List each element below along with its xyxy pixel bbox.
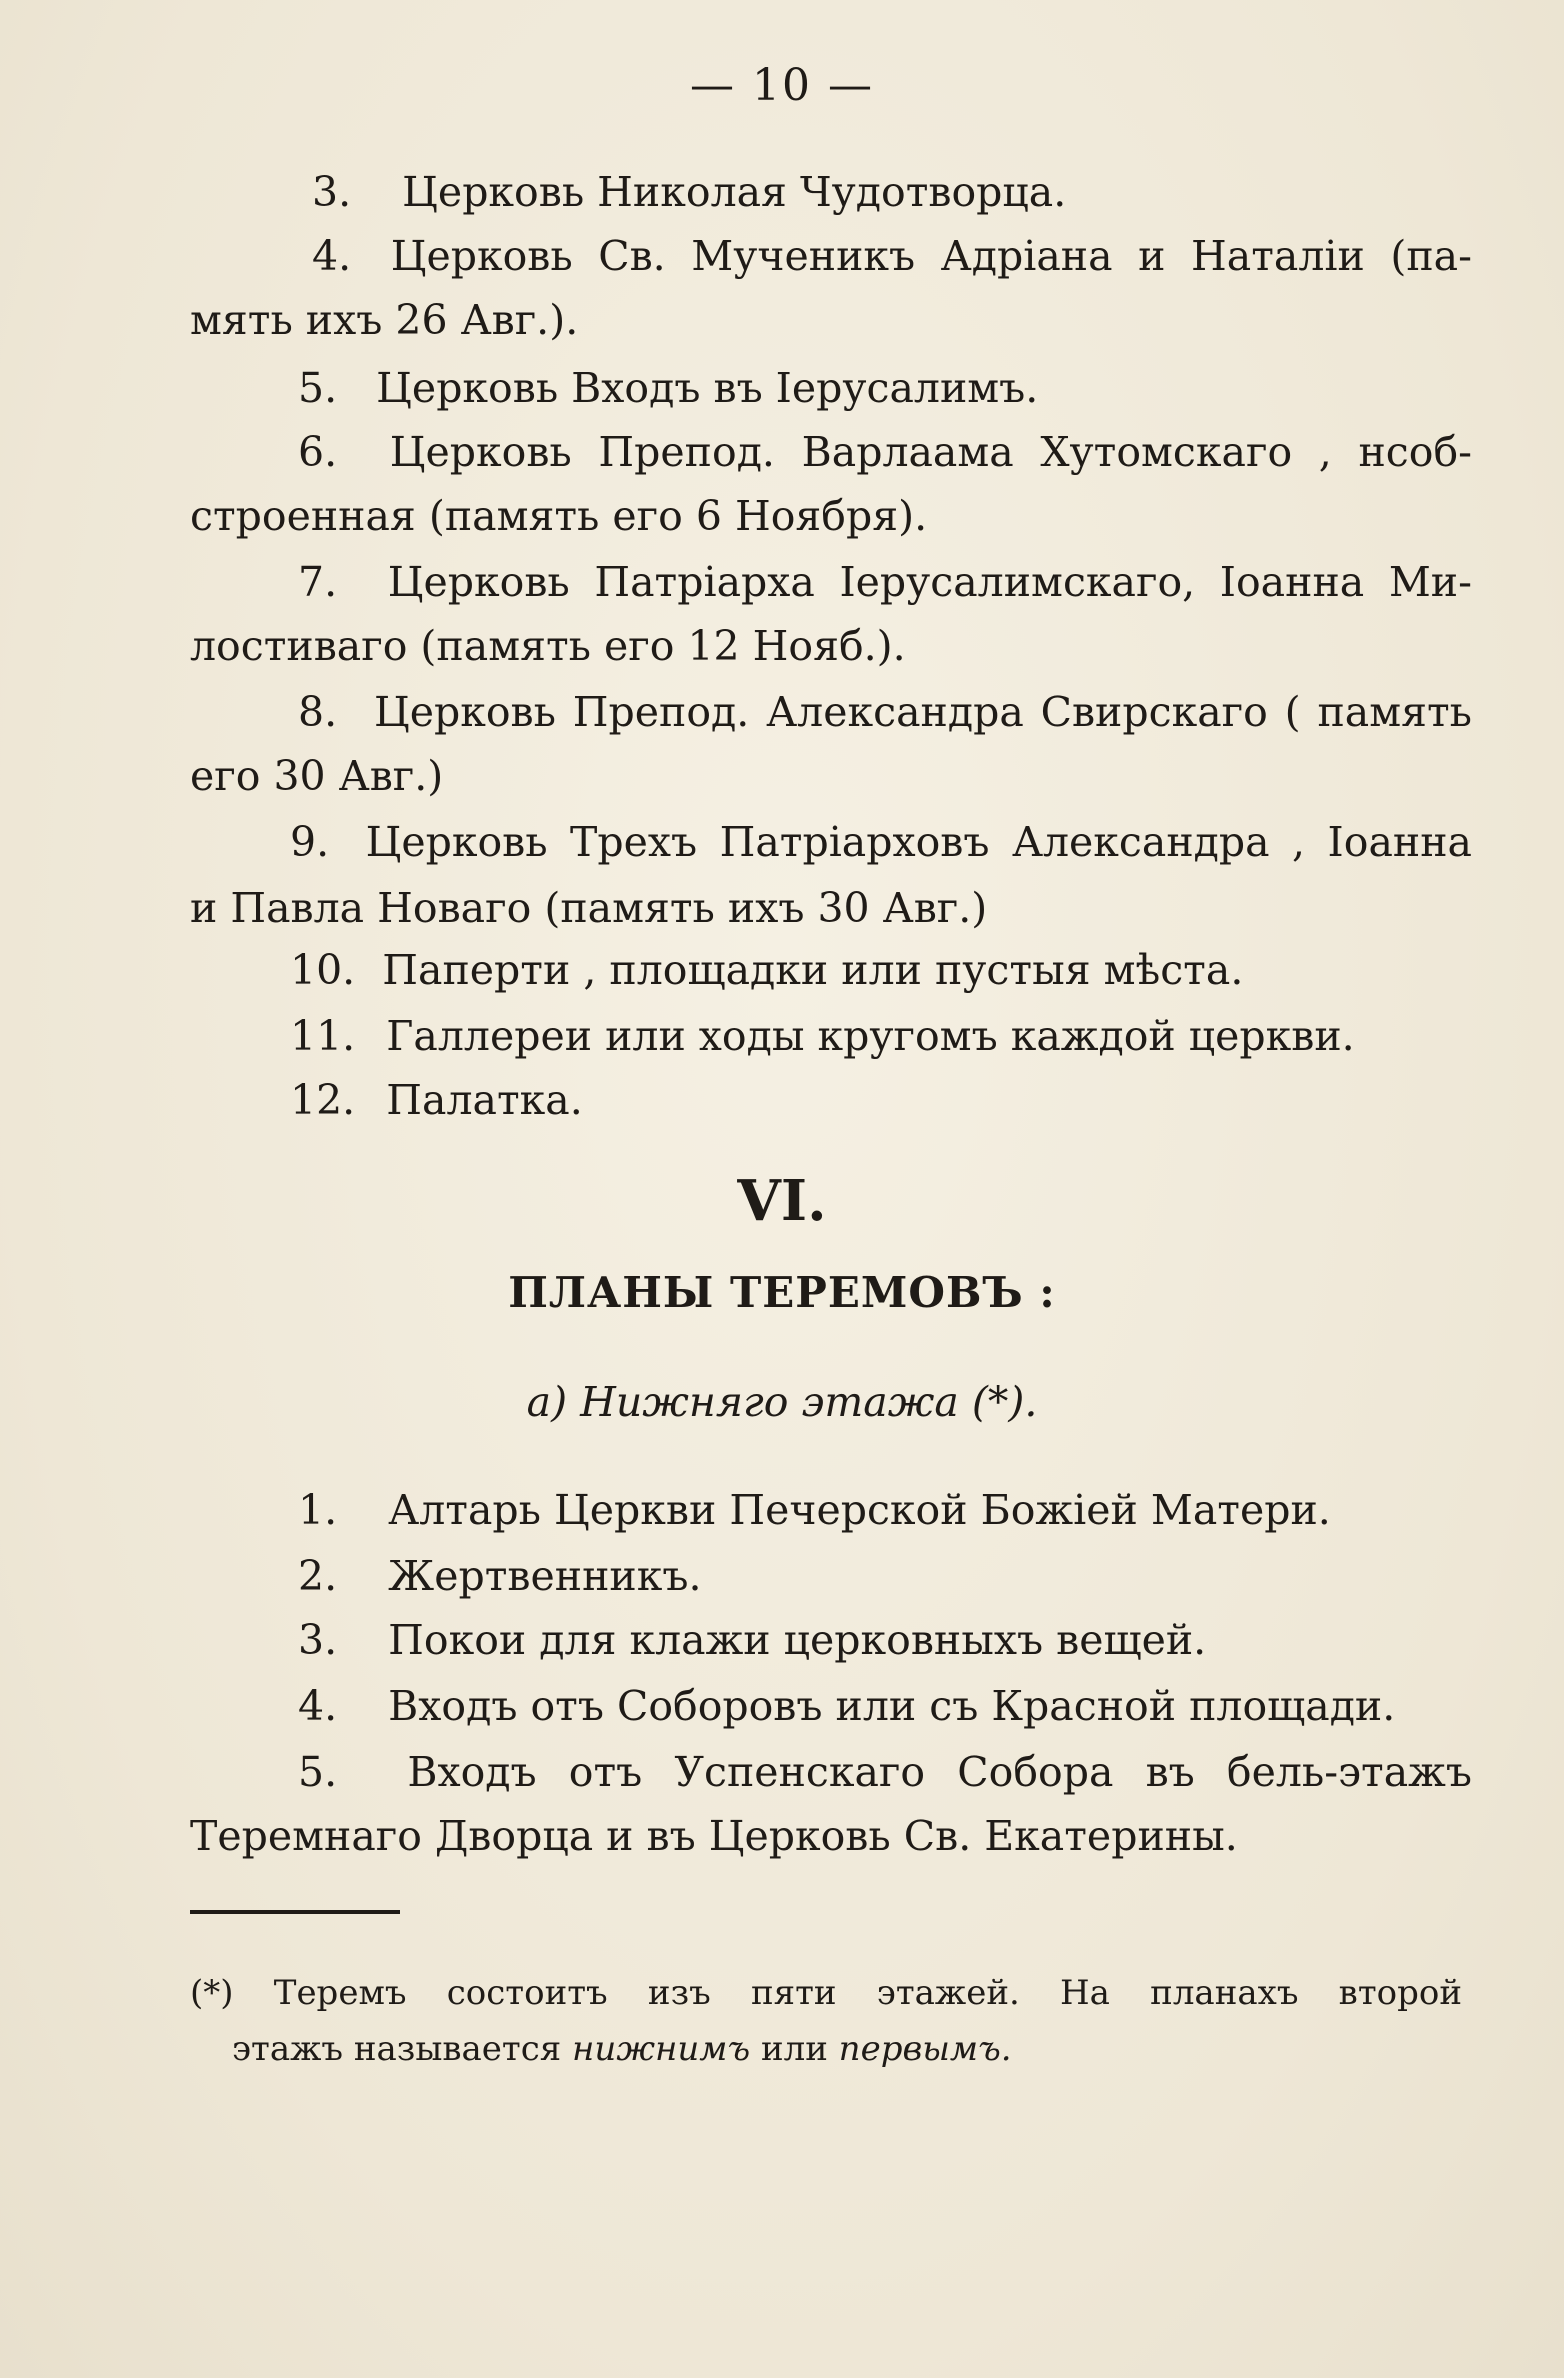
section-number: VI.	[737, 1168, 827, 1234]
list-item	[312, 168, 1067, 216]
footnote-text: или	[760, 2029, 828, 2069]
item-text: Входъ отъ Успенскаго Собора въ бель-этажъ	[407, 1748, 1472, 1796]
list-item	[298, 1486, 1331, 1534]
footnote-text: этажъ называется	[232, 2029, 562, 2069]
item-number: 9.	[290, 818, 330, 866]
item-continuation: лостиваго (память его 12 Нояб.).	[190, 622, 906, 670]
item-text: Галлереи или ходы кругомъ каждой церкви.	[386, 1012, 1355, 1060]
list-item	[298, 1552, 702, 1600]
item-text: Паперти , площадки или пустыя мѣста.	[382, 946, 1244, 994]
item-number: 4.	[298, 1682, 338, 1730]
list-item	[298, 1682, 1396, 1730]
item-number: 3.	[312, 168, 352, 216]
item-text: Входъ отъ Соборовъ или съ Красной площади.	[388, 1682, 1396, 1730]
item-text: Покои для клажи церковныхъ вещей.	[388, 1616, 1207, 1664]
item-number: 6.	[298, 428, 338, 476]
list-item	[298, 364, 1039, 412]
item-text: Алтарь Церкви Печерской Божіей Матери.	[388, 1486, 1331, 1534]
item-text: Церковь Входъ въ Іерусалимъ.	[376, 364, 1039, 412]
footnote-separator	[190, 1910, 400, 1914]
list-item	[298, 1748, 1472, 1796]
item-number: 4.	[312, 232, 352, 280]
list-item	[298, 1616, 1207, 1664]
footnote-line: (*) Теремъ состоитъ изъ пяти этажей. На планахъ второй	[190, 1973, 1462, 2013]
item-number: 10.	[290, 946, 356, 994]
item-number: 7.	[298, 558, 338, 606]
item-number: 5.	[298, 1748, 338, 1796]
list-item	[298, 428, 1472, 476]
footnote-line	[232, 2029, 1012, 2069]
item-text: Церковь Патріарха Іерусалимскаго, Іоанна Ми-	[387, 558, 1472, 606]
item-number: 8.	[298, 688, 338, 736]
item-continuation: Теремнаго Дворца и въ Церковь Св. Екатерины.	[190, 1812, 1238, 1860]
item-number: 5.	[298, 364, 338, 412]
item-number: 12.	[290, 1076, 356, 1124]
item-continuation: его 30 Авг.)	[190, 752, 444, 800]
item-text: Церковь Николая Чудотворца.	[402, 168, 1067, 216]
footnote-emphasis: нижнимъ	[572, 2029, 751, 2069]
section-title: ПЛАНЫ ТЕРЕМОВЪ :	[508, 1268, 1056, 1317]
subsection-title: а) Нижняго этажа (*).	[526, 1378, 1038, 1426]
item-number: 3.	[298, 1616, 338, 1664]
item-continuation: и Павла Новаго (память ихъ 30 Авг.)	[190, 884, 988, 932]
item-text: Жертвенникъ.	[388, 1552, 702, 1600]
item-continuation: строенная (память его 6 Ноября).	[190, 492, 928, 540]
item-number: 2.	[298, 1552, 338, 1600]
item-number: 11.	[290, 1012, 356, 1060]
list-item	[312, 232, 1472, 280]
item-text: Церковь Препод. Александра Свирскаго ( память	[373, 688, 1472, 736]
list-item	[290, 1012, 1355, 1060]
page-number: — 10 —	[690, 60, 874, 111]
list-item	[298, 688, 1472, 736]
item-number: 1.	[298, 1486, 338, 1534]
footnote-emphasis: первымъ.	[838, 2029, 1012, 2069]
item-text: Церковь Трехъ Патріарховъ Александра , Іоанна	[365, 818, 1472, 866]
list-item	[290, 818, 1472, 866]
list-item	[290, 946, 1244, 994]
item-text: Палатка.	[386, 1076, 583, 1124]
item-continuation: мять ихъ 26 Авг.).	[190, 296, 579, 344]
item-text: Церковь Св. Мученикъ Адріана и Наталіи (па-	[390, 232, 1472, 280]
list-item	[290, 1076, 583, 1124]
item-text: Церковь Препод. Варлаама Хутомскаго , нсоб-	[389, 428, 1472, 476]
list-item	[298, 558, 1472, 606]
